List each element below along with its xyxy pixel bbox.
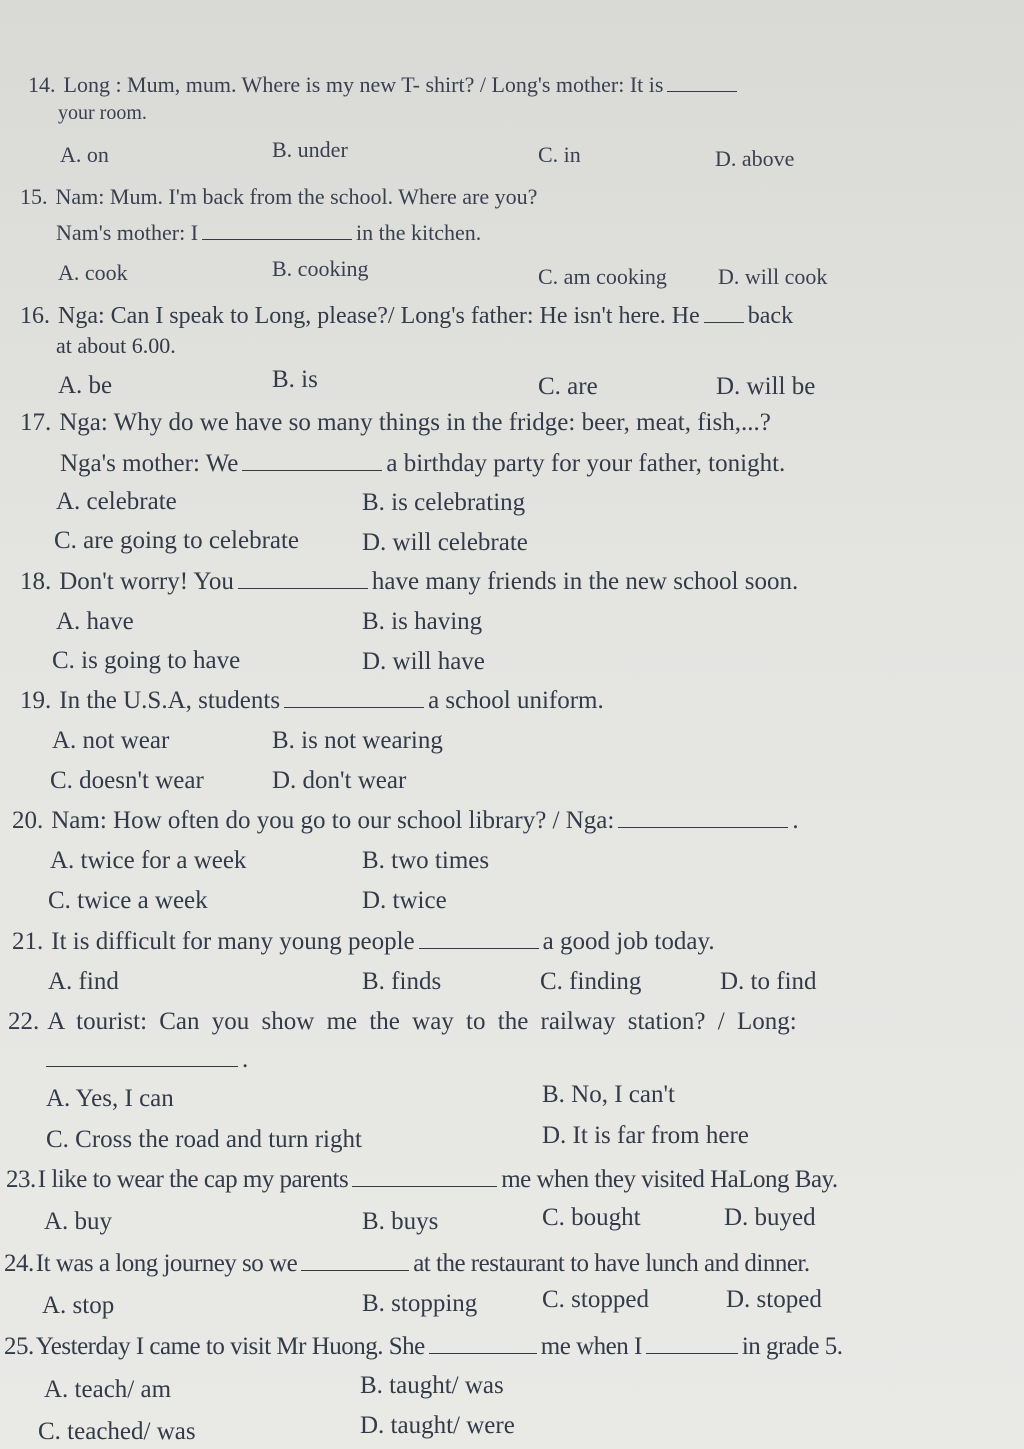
option-d[interactable]: D. to find xyxy=(720,968,817,995)
question-stem: 18. Don't worry! You have many friends in the new school soon. xyxy=(20,568,799,595)
option-b[interactable]: B. two times xyxy=(362,847,490,874)
option-a[interactable]: A. not wear xyxy=(52,727,170,754)
answer-blank[interactable] xyxy=(242,469,382,471)
option-c[interactable]: C. teached/ was xyxy=(38,1418,196,1445)
option-d[interactable]: D. will have xyxy=(362,648,485,675)
option-d[interactable]: D. don't wear xyxy=(272,767,407,794)
option-c[interactable]: C. stopped xyxy=(542,1286,649,1313)
option-c[interactable]: C. bought xyxy=(542,1204,641,1231)
option-a[interactable]: A. stop xyxy=(42,1292,115,1319)
option-b[interactable]: B. is not wearing xyxy=(272,727,443,754)
option-a[interactable]: A. cook xyxy=(58,260,128,285)
answer-blank[interactable] xyxy=(352,1185,497,1187)
question-stem: 24.It was a long journey so we at the restaurant to have lunch and dinner. xyxy=(4,1250,810,1277)
option-b[interactable]: B. cooking xyxy=(272,256,369,281)
option-b[interactable]: B. is xyxy=(272,366,318,393)
answer-blank[interactable] xyxy=(419,947,539,949)
question-stem: 16. Nga: Can I speak to Long, please?/ Long's father: He isn't here. He back xyxy=(20,303,794,329)
option-c[interactable]: C. twice a week xyxy=(48,887,208,914)
answer-blank-2[interactable] xyxy=(646,1352,738,1354)
option-a[interactable]: A. have xyxy=(56,608,134,635)
question-stem: 23.I like to wear the cap my parents me when they visited HaLong Bay. xyxy=(6,1166,838,1193)
option-d[interactable]: D. It is far from here xyxy=(542,1122,749,1149)
option-b[interactable]: B. taught/ was xyxy=(360,1372,504,1399)
option-c[interactable]: C. are xyxy=(538,373,598,400)
question-stem: 14. Long : Mum, mum. Where is my new T- shirt? / Long's mother: It is xyxy=(28,72,741,98)
question-stem: 17. Nga: Why do we have so many things in the fridge: beer, meat, fish,...? xyxy=(20,409,771,436)
option-d[interactable]: D. above xyxy=(715,146,795,171)
option-a[interactable]: A. twice for a week xyxy=(50,847,247,874)
option-b[interactable]: B. under xyxy=(272,137,348,162)
question-stem: 20. Nam: How often do you go to our school library? / Nga: . xyxy=(12,807,799,834)
answer-blank-1[interactable] xyxy=(429,1352,537,1354)
question-stem-continued: Nga's mother: We a birthday party for your father, tonight. xyxy=(60,450,786,477)
option-b[interactable]: B. No, I can't xyxy=(542,1081,675,1108)
option-c[interactable]: C. in xyxy=(538,142,581,167)
option-d[interactable]: D. will celebrate xyxy=(362,529,528,556)
option-c[interactable]: C. Cross the road and turn right xyxy=(46,1126,362,1153)
option-d[interactable]: D. will be xyxy=(716,373,816,400)
option-b[interactable]: B. buys xyxy=(362,1208,439,1235)
option-c[interactable]: C. is going to have xyxy=(52,647,241,674)
option-b[interactable]: B. is celebrating xyxy=(362,489,526,516)
answer-blank[interactable] xyxy=(46,1065,238,1067)
option-a[interactable]: A. on xyxy=(60,142,109,167)
question-stem: 22. A tourist: Can you show me the way to the railway station? / Long: xyxy=(8,1008,797,1035)
option-d[interactable]: D. will cook xyxy=(718,264,828,289)
answer-blank[interactable] xyxy=(238,587,368,589)
option-b[interactable]: B. stopping xyxy=(362,1290,478,1317)
option-c[interactable]: C. am cooking xyxy=(538,264,667,289)
option-a[interactable]: A. buy xyxy=(44,1208,113,1235)
option-c[interactable]: C. are going to celebrate xyxy=(54,527,300,554)
answer-blank[interactable] xyxy=(667,90,737,92)
option-d[interactable]: D. stoped xyxy=(726,1286,822,1313)
option-a[interactable]: A. find xyxy=(48,968,119,995)
option-c[interactable]: C. finding xyxy=(540,968,642,995)
answer-blank[interactable] xyxy=(704,321,744,323)
question-stem-continued: Nam's mother: I in the kitchen. xyxy=(56,220,482,245)
question-stem: 21. It is difficult for many young people a good job today. xyxy=(12,928,715,955)
option-a[interactable]: A. teach/ am xyxy=(44,1376,172,1403)
option-c[interactable]: C. doesn't wear xyxy=(50,767,204,794)
option-d[interactable]: D. twice xyxy=(362,887,447,914)
answer-blank[interactable] xyxy=(284,706,424,708)
option-a[interactable]: A. celebrate xyxy=(56,488,177,515)
option-d[interactable]: D. taught/ were xyxy=(360,1412,515,1439)
option-b[interactable]: B. finds xyxy=(362,968,442,995)
answer-blank[interactable] xyxy=(618,826,788,828)
option-a[interactable]: A. Yes, I can xyxy=(46,1085,174,1112)
question-stem-continued: your room. xyxy=(58,102,147,124)
question-stem: 25.Yesterday I came to visit Mr Huong. She me when I in grade 5. xyxy=(4,1333,843,1360)
option-a[interactable]: A. be xyxy=(58,372,113,399)
question-stem-continued: at about 6.00. xyxy=(56,333,176,358)
question-stem-continued: . xyxy=(46,1046,248,1074)
option-b[interactable]: B. is having xyxy=(362,608,483,635)
option-d[interactable]: D. buyed xyxy=(724,1204,816,1231)
question-stem: 19. In the U.S.A, students a school uniform. xyxy=(20,687,604,714)
answer-blank[interactable] xyxy=(301,1269,409,1271)
answer-blank[interactable] xyxy=(202,238,352,240)
question-stem: 15. Nam: Mum. I'm back from the school. Where are you? xyxy=(20,184,538,209)
